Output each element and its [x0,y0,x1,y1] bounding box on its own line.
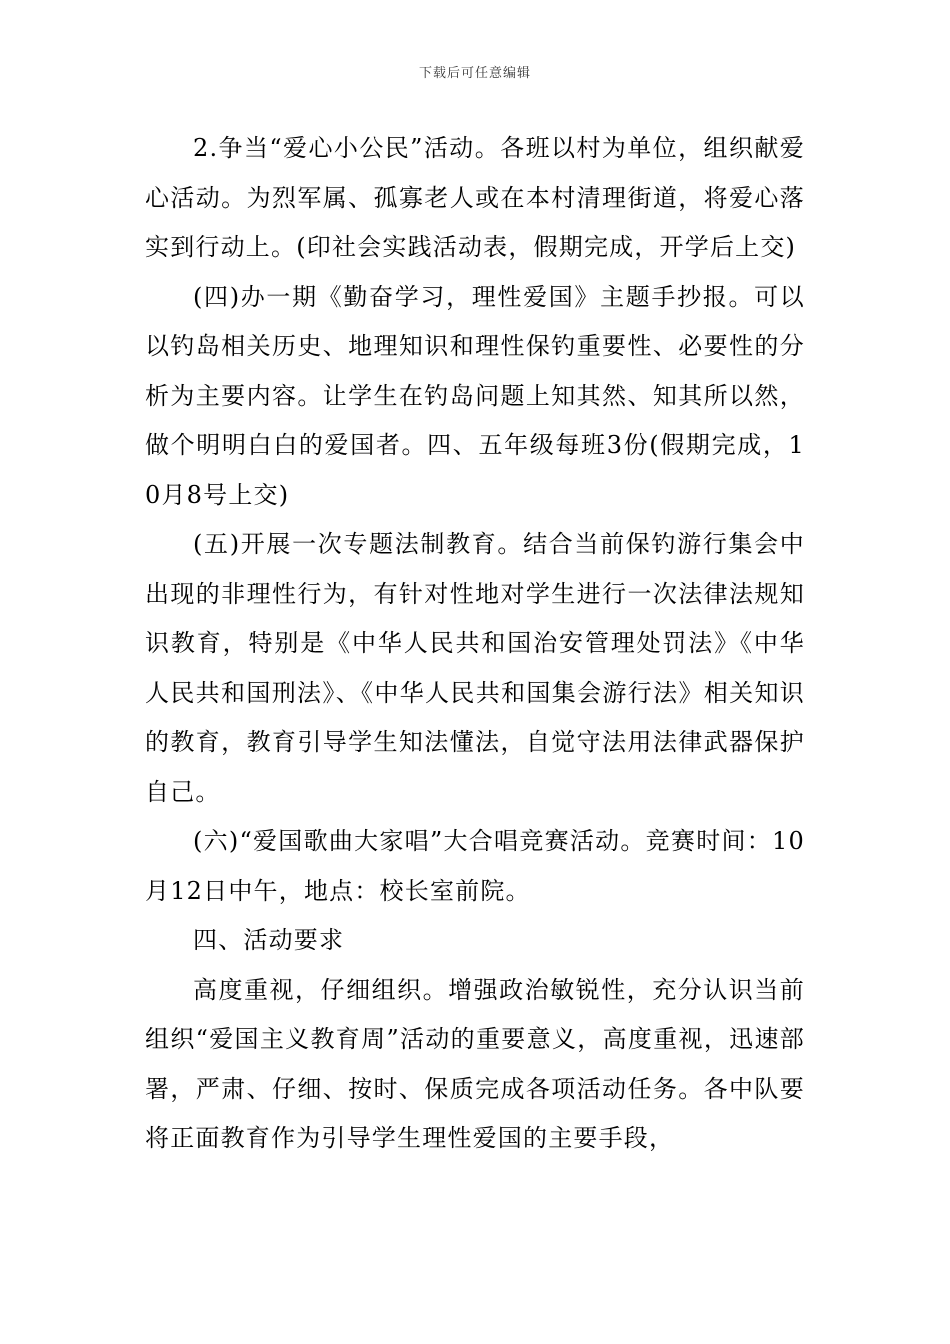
page-header-note: 下载后可任意编辑 [418,66,531,81]
paragraph-section-5-legal-education: (五)开展一次专题法制教育。结合当前保钓游行集会中出现的非理性行为，有针对性地对学生进行一次法律法规知识教育，特别是《中华人民共和国治安管理处罚法》《中华人民共和国刑法》、《中华人民共和国集会游行法》相关知识的教育，教育引导学生知法懂法，自觉守法用法律武器保护自己。 [145,530,805,806]
paragraph-requirements-body: 高度重视，仔细组织。增强政治敏锐性，充分认识当前组织“爱国主义教育周”活动的重要意义，高度重视，迅速部署，严肃、仔细、按时、保质完成各项活动任务。各中队要将正面教育作为引导学生理性爱国的主要手段， [145,975,805,1152]
paragraph-section-4-handwritten-newspaper: (四)办一期《勤奋学习，理性爱国》主题手抄报。可以以钓岛相关历史、地理知识和理性保钓重要性、必要性的分析为主要内容。让学生在钓岛问题上知其然、知其所以然，做个明明白白的爱国者。四、五年级每班3份(假期完成，10月8号上交) [145,282,805,509]
section-heading-requirements: 四、活动要求 [193,926,345,954]
document-body [145,124,805,1164]
paragraph-activity-2: 2.争当“爱心小公民”活动。各班以村为单位，组织献爱心活动。为烈军属、孤寡老人或在本村清理街道，将爱心落实到行动上。(印社会实践活动表，假期完成，开学后上交) [145,134,805,261]
paragraph-section-6-singing-contest: (六)“爱国歌曲大家唱”大合唱竞赛活动。竞赛时间：10月12日中午，地点：校长室前院。 [145,827,805,905]
